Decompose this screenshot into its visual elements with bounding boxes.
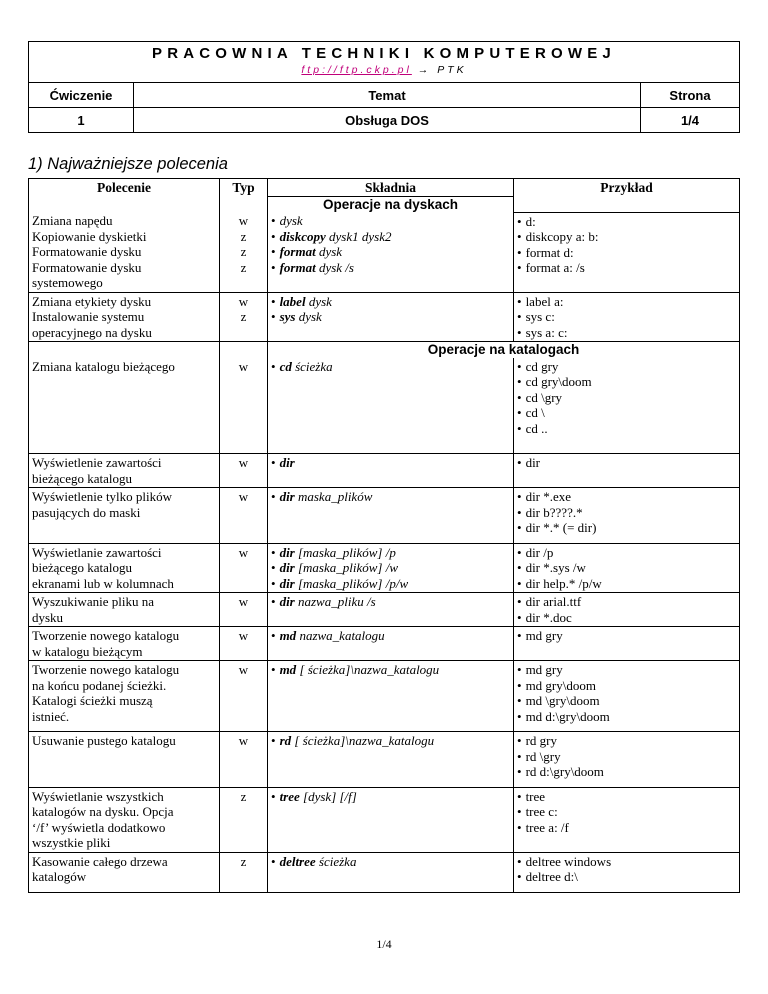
type-value: w <box>238 489 249 504</box>
command-description <box>29 292 220 342</box>
command-type <box>220 593 268 627</box>
syntax-command: dir <box>279 594 295 609</box>
syntax-list <box>271 628 510 644</box>
description-line: wszystkie pliki <box>32 835 111 850</box>
description-line: ekranami lub w kolumnach <box>32 575 174 591</box>
syntax-item <box>271 229 510 245</box>
example-list <box>517 662 736 724</box>
example-item: • rd d:\gry\doom <box>517 764 736 780</box>
description-line: dysku <box>32 609 64 625</box>
example-item: • deltree windows <box>517 854 736 870</box>
command-description <box>29 358 220 454</box>
description-line: Kasowanie całego drzewa <box>32 853 168 869</box>
type-value: w <box>238 455 249 470</box>
syntax-args: maska_plików <box>294 489 373 504</box>
syntax-item <box>271 244 510 260</box>
example-item: • cd gry\doom <box>517 374 736 390</box>
example-item: • cd \ <box>517 405 736 421</box>
example-item: • dir /p <box>517 545 736 561</box>
example-list <box>517 359 736 437</box>
command-syntax <box>268 488 514 544</box>
command-example <box>514 358 740 454</box>
description-line: Wyświetlenie tylko plików <box>32 489 173 504</box>
syntax-list <box>271 662 510 678</box>
syntax-args: [ ścieżka]\nazwa_katalogu <box>291 733 435 748</box>
category-dyski: Operacje na dyskach <box>268 196 514 212</box>
description-line: Wyświetlanie zawartości <box>32 544 162 560</box>
example-item: • diskcopy a: b: <box>517 229 736 245</box>
header-box <box>28 41 740 133</box>
command-example <box>514 852 740 892</box>
syntax-args: dysk /s <box>315 259 354 275</box>
command-syntax <box>268 852 514 892</box>
example-list <box>517 789 736 836</box>
syntax-command: dir <box>279 575 295 591</box>
syntax-command: cd <box>279 358 292 374</box>
syntax-args: ścieżka <box>291 358 333 374</box>
syntax-args: [dysk] [/f] <box>299 788 357 804</box>
description-line: Formatowanie dysku <box>32 259 142 275</box>
type-value: z <box>240 228 247 244</box>
description-line: Usuwanie pustego katalogu <box>32 733 176 748</box>
description-line: w katalogu bieżącym <box>32 643 143 659</box>
syntax-item <box>271 294 510 310</box>
example-list <box>517 545 736 592</box>
command-syntax <box>268 787 514 852</box>
example-item: • md gry <box>517 628 736 644</box>
cwiczenie-value: 1 <box>29 108 134 133</box>
syntax-list <box>271 594 510 610</box>
table-row <box>29 661 740 732</box>
col-header-polecenie: Polecenie <box>29 179 220 197</box>
example-item: • format a: /s <box>517 260 736 276</box>
col-header-typ: Typ <box>220 179 268 197</box>
description-line: ‘/f’ wyświetla dodatkowo <box>32 819 166 835</box>
example-list <box>517 294 736 341</box>
syntax-args: [maska_plików] /p <box>294 544 396 560</box>
spacer <box>517 885 736 891</box>
example-item: • dir help.* /p/w <box>517 576 736 592</box>
command-type <box>220 488 268 544</box>
temat-label: Temat <box>134 83 641 108</box>
category-spacer <box>220 196 268 212</box>
section-title: 1) Najważniejsze polecenia <box>28 155 228 173</box>
command-example <box>514 292 740 342</box>
description-line: bieżącego katalogu <box>32 560 132 575</box>
example-item: • md gry <box>517 662 736 678</box>
table-row <box>29 593 740 627</box>
commands-table <box>28 178 740 893</box>
syntax-list <box>271 294 510 325</box>
command-description <box>29 627 220 661</box>
syntax-args: dysk <box>295 309 322 324</box>
example-item: • dir *.exe <box>517 489 736 505</box>
syntax-item <box>271 733 510 749</box>
syntax-command: dir <box>279 544 295 560</box>
command-type <box>220 627 268 661</box>
command-description <box>29 661 220 732</box>
syntax-item <box>271 213 510 229</box>
command-syntax <box>268 543 514 593</box>
description-line: Tworzenie nowego katalogu <box>32 662 180 677</box>
type-value: w <box>238 213 249 228</box>
syntax-command: format <box>279 244 316 259</box>
syntax-list <box>271 854 510 870</box>
table-row <box>29 212 740 292</box>
example-item: • dir *.* (= dir) <box>517 520 736 536</box>
command-description <box>29 593 220 627</box>
command-description <box>29 212 220 292</box>
table-row <box>29 358 740 454</box>
description-line: na końcu podanej ścieżki. <box>32 677 167 693</box>
example-item: • tree a: /f <box>517 820 736 836</box>
command-example <box>514 454 740 488</box>
syntax-command: md <box>279 662 297 677</box>
strona-label: Strona <box>641 83 740 108</box>
description-line: operacyjnego na dysku <box>32 324 152 340</box>
command-example <box>514 212 740 292</box>
category-katalogi: Operacje na katalogach <box>268 342 740 358</box>
description-line: bieżącego katalogu <box>32 470 132 486</box>
syntax-item <box>271 359 510 375</box>
spacer <box>517 780 736 786</box>
spacer <box>517 536 736 542</box>
example-list <box>517 489 736 536</box>
syntax-command: md <box>279 628 297 643</box>
example-item: • rd gry <box>517 733 736 749</box>
command-example <box>514 543 740 593</box>
table-row <box>29 852 740 892</box>
example-list <box>517 455 736 471</box>
command-type <box>220 661 268 732</box>
command-type <box>220 543 268 593</box>
example-item: • md \gry\doom <box>517 693 736 709</box>
command-type <box>220 292 268 342</box>
description-line: Zmiana katalogu bieżącego <box>32 358 175 374</box>
example-item: • tree <box>517 789 736 805</box>
syntax-args: nazwa_katalogu <box>296 628 385 643</box>
syntax-item <box>271 594 510 610</box>
syntax-args: dysk <box>279 213 303 228</box>
syntax-item <box>271 260 510 276</box>
syntax-command: dir <box>279 489 295 504</box>
syntax-command: tree <box>279 788 300 804</box>
command-example <box>514 488 740 544</box>
syntax-list <box>271 213 510 275</box>
type-value: w <box>238 628 249 643</box>
syntax-args: [maska_plików] /p/w <box>294 575 409 591</box>
syntax-list <box>271 545 510 592</box>
syntax-command: diskcopy <box>279 228 326 244</box>
syntax-command: label <box>279 293 306 309</box>
example-list <box>517 214 736 276</box>
example-item: • sys a: c: <box>517 325 736 341</box>
category-spacer <box>29 196 220 212</box>
page-number: 1/4 <box>376 937 392 951</box>
type-value: w <box>238 358 249 374</box>
table-row <box>29 543 740 593</box>
table-row <box>29 787 740 852</box>
type-value: z <box>240 244 247 259</box>
description-line: katalogów <box>32 869 87 884</box>
example-item: • cd .. <box>517 421 736 437</box>
syntax-args: nazwa_pliku /s <box>294 594 376 609</box>
syntax-args: [maska_plików] /w <box>294 560 399 575</box>
example-item: • deltree d:\ <box>517 869 736 885</box>
syntax-list <box>271 733 510 749</box>
command-description <box>29 543 220 593</box>
description-line: Kopiowanie dyskietki <box>32 228 147 244</box>
example-list <box>517 733 736 780</box>
type-value: z <box>240 788 247 804</box>
example-item: • d: <box>517 214 736 230</box>
type-value: z <box>240 259 247 275</box>
command-syntax <box>268 627 514 661</box>
syntax-command: dir <box>279 560 295 575</box>
example-item: • rd \gry <box>517 749 736 765</box>
spacer <box>32 374 216 452</box>
command-syntax <box>268 732 514 788</box>
description-line: pasujących do maski <box>32 504 141 520</box>
temat-value: Obsługa DOS <box>134 108 641 133</box>
syntax-command: format <box>279 259 316 275</box>
table-row <box>29 488 740 544</box>
syntax-command: dir <box>279 455 295 470</box>
command-syntax <box>268 292 514 342</box>
command-syntax <box>268 212 514 292</box>
syntax-item <box>271 628 510 644</box>
command-type <box>220 212 268 292</box>
command-syntax <box>268 358 514 454</box>
lab-title: PRACOWNIA TECHNIKI KOMPUTEROWEJ <box>152 45 616 62</box>
type-value: z <box>240 853 247 869</box>
syntax-item <box>271 560 510 576</box>
example-item: • sys c: <box>517 309 736 325</box>
header-subtitle <box>29 64 739 76</box>
command-description <box>29 488 220 544</box>
syntax-args: [ ścieżka]\nazwa_katalogu <box>296 662 440 677</box>
table-row <box>29 627 740 661</box>
table-row <box>29 292 740 342</box>
command-type <box>220 787 268 852</box>
description-line: systemowego <box>32 275 103 290</box>
command-syntax <box>268 661 514 732</box>
col-header-skladnia: Składnia <box>268 179 514 197</box>
description-line: katalogów na dysku. Opcja <box>32 804 174 819</box>
type-value: w <box>238 733 249 748</box>
ftp-link[interactable]: ftp://ftp.ckp.pl <box>301 64 412 76</box>
command-example <box>514 732 740 788</box>
description-line: Wyświetlanie wszystkich <box>32 788 164 804</box>
type-value: w <box>238 544 249 560</box>
description-line: Wyszukiwanie pliku na <box>32 594 154 609</box>
example-item: • dir *.doc <box>517 610 736 626</box>
arrow-icon: → <box>417 64 432 76</box>
example-item: • dir <box>517 455 736 471</box>
command-example <box>514 661 740 732</box>
command-example <box>514 787 740 852</box>
example-item: • cd gry <box>517 359 736 375</box>
syntax-item <box>271 576 510 592</box>
example-list <box>517 854 736 885</box>
example-item: • format d: <box>517 245 736 261</box>
syntax-item <box>271 309 510 325</box>
syntax-command: sys <box>279 309 296 324</box>
type-value: w <box>238 662 249 677</box>
example-list <box>517 594 736 625</box>
example-item: • tree c: <box>517 804 736 820</box>
spacer <box>517 724 736 730</box>
syntax-args: dysk1 dysk2 <box>325 228 392 244</box>
category-row <box>29 342 740 358</box>
strona-value: 1/4 <box>641 108 740 133</box>
description-line: Instalowanie systemu <box>32 309 145 324</box>
ptk-label: PTK <box>437 64 467 76</box>
description-line: istnieć. <box>32 708 70 724</box>
description-line: Wyświetlenie zawartości <box>32 455 162 470</box>
command-description <box>29 732 220 788</box>
example-item: • dir *.sys /w <box>517 560 736 576</box>
syntax-list <box>271 455 510 471</box>
col-header-przyklad: Przykład <box>514 179 740 213</box>
command-description <box>29 454 220 488</box>
header-title-cell <box>29 42 740 83</box>
example-item: • cd \gry <box>517 390 736 406</box>
syntax-list <box>271 359 510 375</box>
description-line: Tworzenie nowego katalogu <box>32 628 180 643</box>
description-line: Formatowanie dysku <box>32 244 142 259</box>
command-type <box>220 454 268 488</box>
command-example <box>514 627 740 661</box>
syntax-args: dysk <box>305 293 332 309</box>
syntax-item <box>271 489 510 505</box>
type-value: w <box>238 594 249 609</box>
syntax-item <box>271 854 510 870</box>
example-list <box>517 628 736 644</box>
example-item: • label a: <box>517 294 736 310</box>
syntax-item <box>271 455 510 471</box>
command-syntax <box>268 454 514 488</box>
command-type <box>220 852 268 892</box>
command-type <box>220 732 268 788</box>
syntax-list <box>271 789 510 805</box>
category-spacer <box>29 342 220 358</box>
command-description <box>29 787 220 852</box>
example-item: • md d:\gry\doom <box>517 709 736 725</box>
type-value: w <box>238 293 249 309</box>
syntax-item <box>271 789 510 805</box>
example-item: • dir b????.* <box>517 505 736 521</box>
table-row <box>29 732 740 788</box>
command-syntax <box>268 593 514 627</box>
syntax-item <box>271 545 510 561</box>
command-type <box>220 358 268 454</box>
table-row <box>29 454 740 488</box>
syntax-command: rd <box>279 733 292 748</box>
example-item: • md gry\doom <box>517 678 736 694</box>
category-spacer <box>220 342 268 358</box>
description-line: Zmiana napędu <box>32 213 113 228</box>
example-item: • dir arial.ttf <box>517 594 736 610</box>
syntax-args: ścieżka <box>315 853 357 869</box>
type-value: z <box>240 309 247 324</box>
syntax-command: deltree <box>279 853 316 869</box>
syntax-args: dysk <box>315 244 343 259</box>
syntax-list <box>271 489 510 505</box>
cwiczenie-label: Ćwiczenie <box>29 83 134 108</box>
syntax-item <box>271 662 510 678</box>
description-line: Katalogi ścieżki muszą <box>32 693 153 708</box>
description-line: Zmiana etykiety dysku <box>32 293 152 309</box>
command-description <box>29 852 220 892</box>
command-example <box>514 593 740 627</box>
